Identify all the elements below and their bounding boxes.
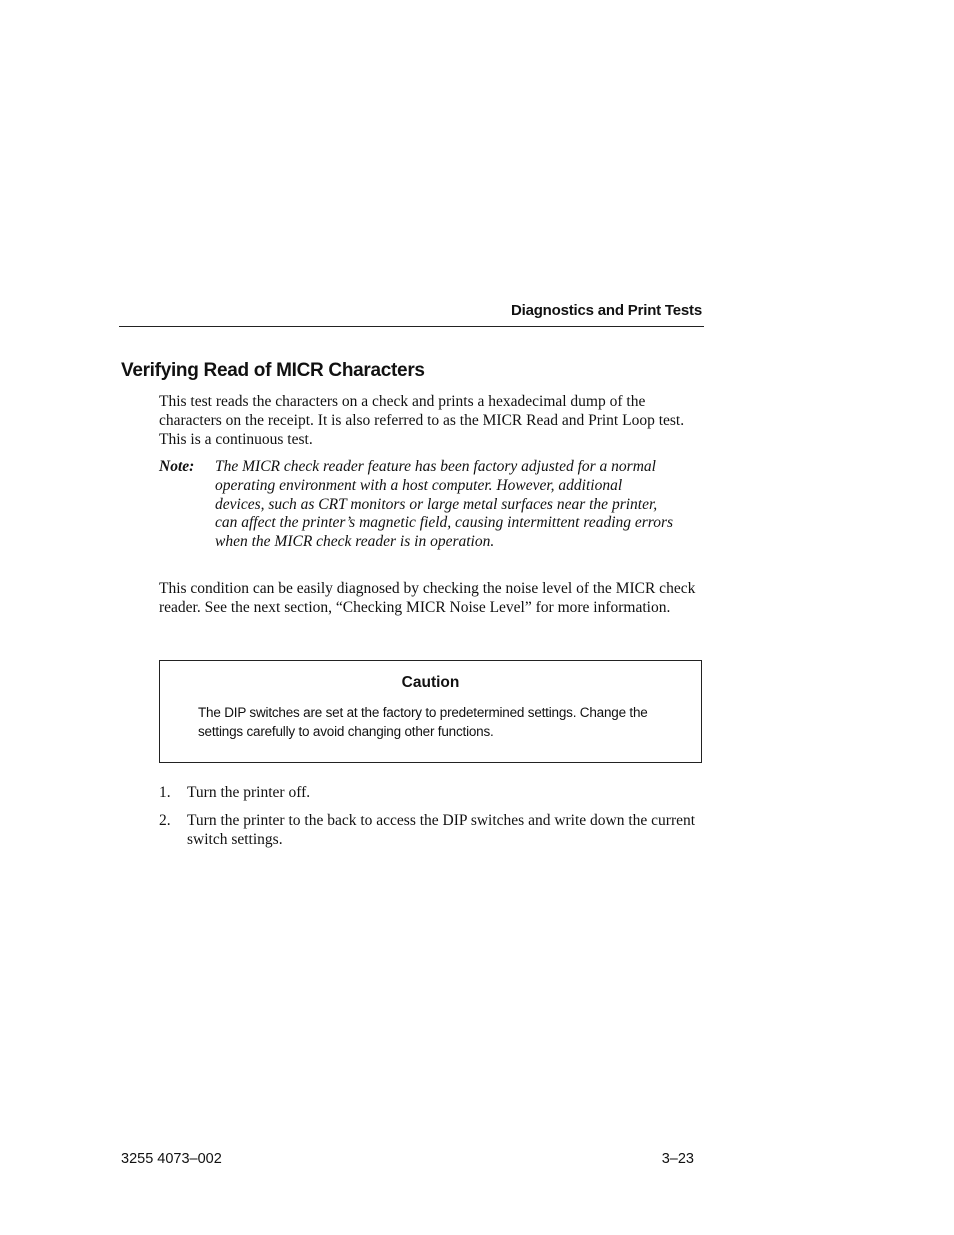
- intro-paragraph: This test reads the characters on a check and prints a hexadecimal dump of the characters on the receipt. It is also referred to as the MICR Read and Print Loop test. This is a continuous test.: [159, 393, 685, 448]
- step-number: 2.: [159, 811, 171, 829]
- steps-list: [159, 784, 704, 858]
- footer-doc-number: 3255 4073–002: [121, 1151, 222, 1167]
- list-item: [159, 784, 704, 803]
- step-text: Turn the printer off.: [187, 784, 311, 801]
- caution-title: Caution: [401, 674, 460, 691]
- caution-box: [159, 660, 702, 763]
- condition-paragraph: This condition can be easily diagnosed by checking the noise level of the MICR check reader. See the next section, “Checking MICR Noise Level” for more information.: [159, 580, 696, 616]
- section-title: Verifying Read of MICR Characters: [121, 360, 425, 381]
- note-block: [159, 458, 704, 552]
- header-rule: [119, 326, 704, 327]
- caution-text: The DIP switches are set at the factory to predetermined settings. Change the settings carefully to avoid changing other functions.: [198, 705, 648, 739]
- step-text: Turn the printer to the back to access the DIP switches and write down the current switch settings.: [187, 811, 696, 848]
- note-text: The MICR check reader feature has been factory adjusted for a normal operating environment with a host computer. However, additional devices, such as CRT monitors or large metal surfaces near the printer, can affect the printer’s magnetic field, causing intermittent reading errors when the MICR check reader is in operation.: [215, 458, 674, 551]
- step-number: 1.: [159, 784, 171, 801]
- footer-page-number: 3–23: [661, 1151, 694, 1167]
- running-header: Diagnostics and Print Tests: [510, 302, 702, 319]
- note-label: Note:: [159, 458, 195, 475]
- list-item: [159, 812, 704, 850]
